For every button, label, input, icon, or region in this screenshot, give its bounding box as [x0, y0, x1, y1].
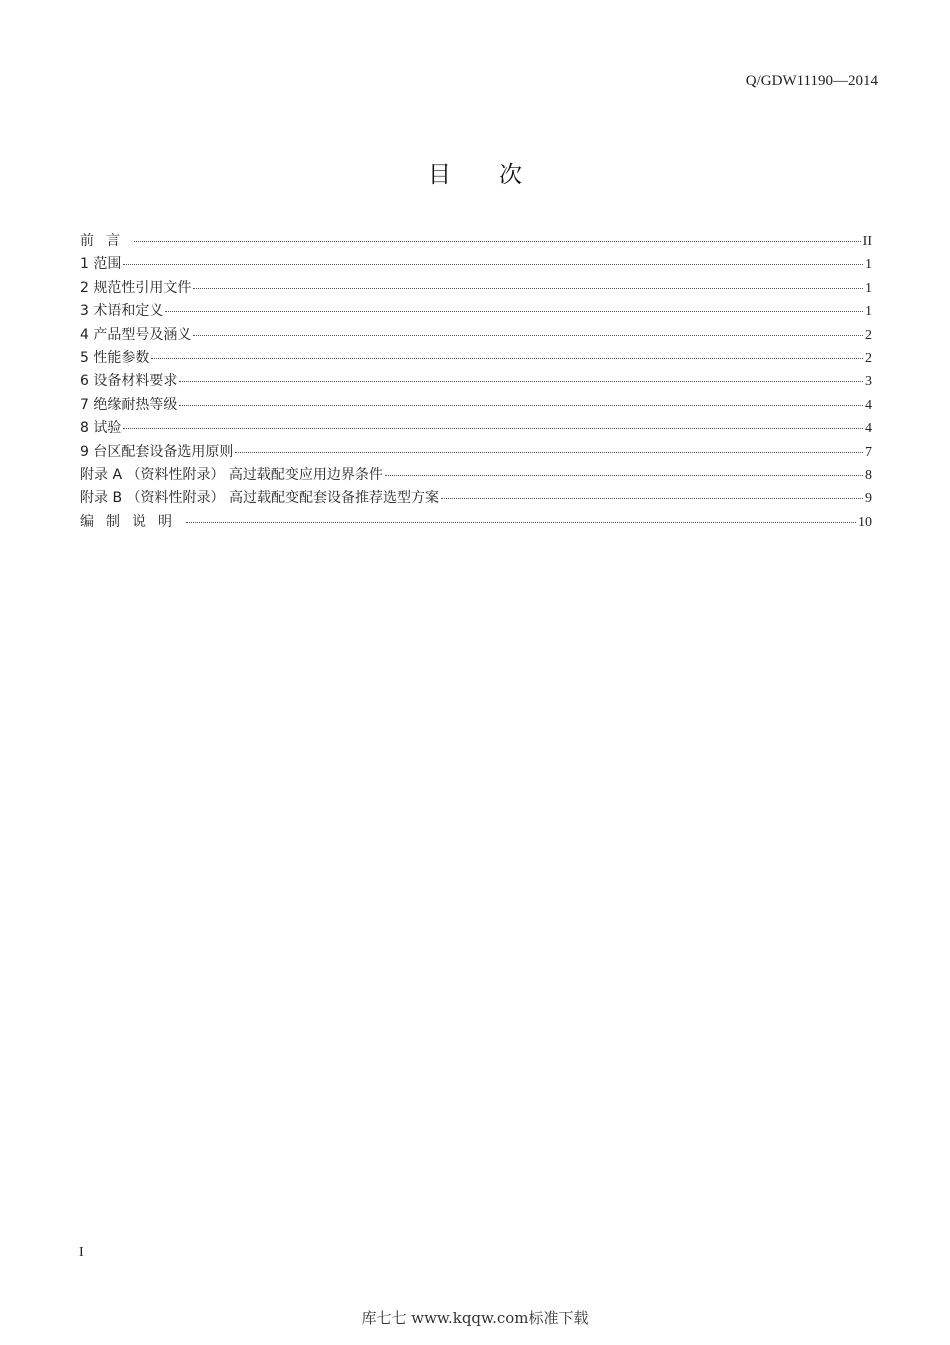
toc-entry-page: 4: [865, 421, 872, 437]
toc-entry[interactable]: [80, 441, 872, 464]
toc-entry-page: 2: [865, 350, 872, 366]
toc-title: 目次: [428, 162, 570, 188]
document-code: Q/GDW11190—2014: [745, 73, 878, 89]
toc-entry[interactable]: [80, 417, 872, 440]
toc-entry[interactable]: [80, 370, 872, 393]
toc-dot-leader: [179, 381, 863, 382]
toc-entry[interactable]: [80, 464, 872, 487]
toc-entry[interactable]: [80, 300, 872, 323]
toc-dot-leader: [235, 452, 863, 453]
toc-entry-label: 附录 A （资料性附录） 高过载配变应用边界条件: [80, 466, 383, 483]
toc-entry-page: 8: [865, 467, 872, 483]
toc-dot-leader: [179, 405, 863, 406]
toc-entry-label: 2 规范性引用文件: [80, 279, 192, 296]
table-of-contents: [80, 230, 872, 534]
toc-entry[interactable]: [80, 324, 872, 347]
toc-entry[interactable]: [80, 230, 872, 253]
toc-entry[interactable]: [80, 253, 872, 276]
toc-dot-leader: [385, 475, 863, 476]
toc-entry[interactable]: [80, 347, 872, 370]
toc-entry-label: 前言: [80, 233, 132, 249]
toc-dot-leader: [193, 335, 863, 336]
toc-entry-page: 10: [858, 514, 872, 530]
toc-dot-leader: [165, 311, 863, 312]
toc-entry[interactable]: [80, 277, 872, 300]
toc-entry-page: 1: [865, 304, 872, 320]
toc-entry-label: 9 台区配套设备选用原则: [80, 443, 234, 460]
toc-entry-label: 5 性能参数: [80, 349, 150, 366]
toc-entry-page: 7: [865, 444, 872, 460]
toc-entry-label: 编制说明: [80, 513, 184, 530]
toc-entry-label: 4 产品型号及涵义: [80, 326, 192, 343]
toc-entry-label: 6 设备材料要求: [80, 373, 178, 390]
footer-watermark: 库七七 www.kqqw.com标准下载: [361, 1309, 589, 1327]
toc-entry-page: 1: [865, 280, 872, 296]
toc-dot-leader: [441, 498, 863, 499]
toc-dot-leader: [186, 522, 856, 523]
toc-entry-label: 7 绝缘耐热等级: [80, 396, 178, 413]
toc-entry-page: 1: [865, 257, 872, 273]
toc-dot-leader: [193, 288, 863, 289]
toc-entry-page: 2: [865, 327, 872, 343]
toc-entry-label: 附录 B （资料性附录） 高过载配变配套设备推荐选型方案: [80, 490, 439, 507]
toc-entry[interactable]: [80, 511, 872, 534]
toc-dot-leader: [151, 358, 863, 359]
toc-entry-page: 3: [865, 374, 872, 390]
toc-entry-label: 3 术语和定义: [80, 303, 164, 320]
toc-dot-leader: [134, 241, 861, 242]
toc-entry-label: 8 试验: [80, 420, 122, 437]
toc-dot-leader: [123, 264, 863, 265]
toc-entry-page: 4: [865, 397, 872, 413]
toc-dot-leader: [123, 428, 863, 429]
page-number: I: [79, 1245, 84, 1260]
toc-entry[interactable]: [80, 394, 872, 417]
toc-entry-page: 9: [865, 491, 872, 507]
toc-entry-label: 1 范围: [80, 256, 122, 273]
toc-entry[interactable]: [80, 487, 872, 510]
toc-entry-page: II: [862, 234, 872, 249]
